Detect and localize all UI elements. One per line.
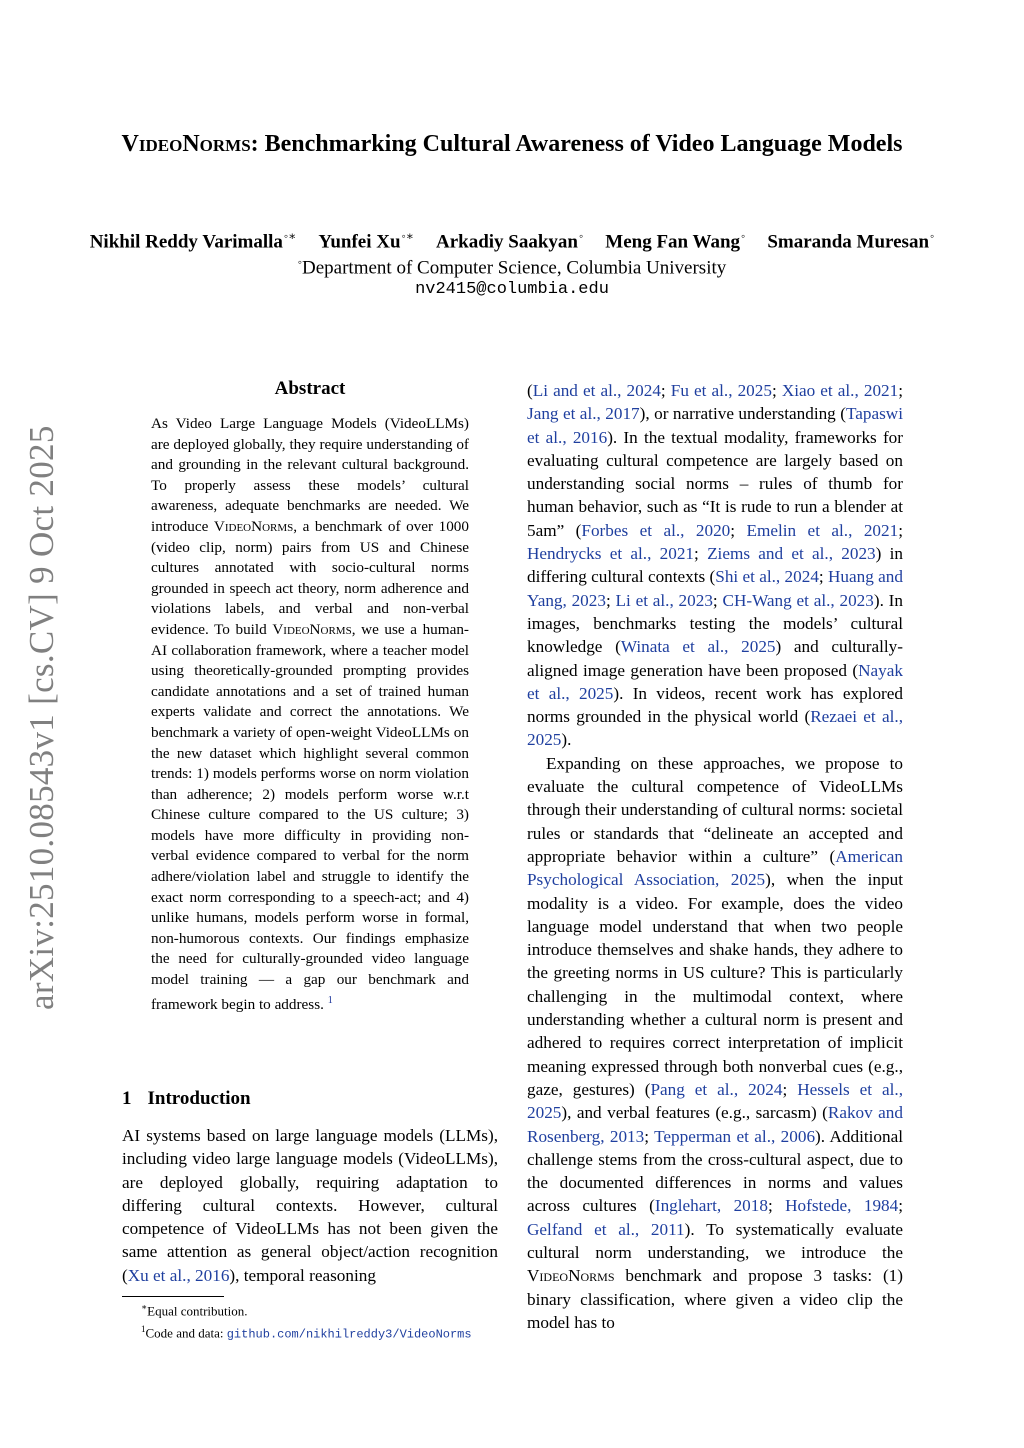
author-name: Nikhil Reddy Varimalla [89, 231, 283, 253]
author-name: Arkadiy Saakyan [435, 231, 578, 253]
affiliation-mark: ◦ [297, 255, 303, 269]
citation-link[interactable]: CH-Wang et al., 2023 [722, 590, 874, 610]
citation-link[interactable]: American Psychological Association, 2025 [527, 846, 903, 890]
body-text: ) and culturally-aligned image generation have been proposed ( [527, 637, 903, 680]
citation-link[interactable]: Gelfand et al., 2011 [527, 1219, 685, 1239]
author-mark: ◦ [741, 229, 746, 243]
body-text: ). [561, 730, 572, 750]
benchmark-name: VideoNorms [213, 517, 294, 535]
author-list [40, 229, 984, 253]
body-text: ), and verbal features (e.g., sarcasm) ( [561, 1103, 828, 1123]
abstract-text: , we use a human-AI collaboration framework, where a teacher model using theoretically-grounded prompting provides candidate annotations and a set of trained human experts validate and correct the annotations. We benchmark a variety of open-weight VideoLLMs on the new dataset which highlight several common trends: 1) models performs worse on norm violation than adherence; 2) models perform worse w.r.t Chinese culture compared to the US culture; 3) models have more difficulty in providing non-verbal evidence compared to verbal for the norm adhere/violation label and struggle to identify the exact norm corresponding to a speech-act; and 4) unlike humans, models perform worse in formal, non-humorous contexts. Our findings emphasize the need for culturally-grounded video language model training — a gap our benchmark and framework begin to address. [151, 620, 469, 1013]
citation-link[interactable]: Li and et al., 2024 [532, 381, 661, 400]
body-text: ), when the input modality is a video. For example, does the video language model understand that when two people introduce themselves and shake hands, they adhere to the greeting norms in US culture? This is particularly challenging in the multimodal context, where understanding whether a cultural norm is present and adhered to requires correct interpretation of implicit meaning expressed through both nonverbal cues (e.g., gaze, gestures) ( [527, 870, 903, 1099]
citation-link[interactable]: Jang et al., 2017 [527, 404, 640, 424]
body-text: ). To systematically evaluate cultural norm understanding, we introduce the [527, 1219, 903, 1262]
body-text: benchmark and propose 3 tasks: (1) binary classification, where given a video clip the model has to [527, 1266, 903, 1332]
author-mark: ◦∗ [283, 229, 297, 243]
title-rest: : Benchmarking Cultural Awareness of Video Language Models [250, 131, 903, 157]
author [436, 229, 583, 253]
citation-link[interactable]: Rakov and Rosenberg, 2013 [527, 1103, 903, 1146]
body-text: ). Additional challenge stems from the cross-cultural aspect, due to the documented differences in norms and values across cultures ( [527, 1126, 904, 1216]
footnotes [141, 1298, 511, 1345]
right-column [527, 379, 903, 1334]
body-text: Expanding on these approaches, we propose to evaluate the cultural competence of VideoLLMs through their understanding of cultural norms: societal rules or standards that “delineate an accepted and appropriate behavior within a culture” ( [527, 753, 903, 866]
body-text: ). In videos, recent work has explored norms grounded in the physical world ( [527, 683, 903, 727]
footnote-divider [122, 1296, 224, 1297]
author [90, 229, 297, 253]
citation-link[interactable]: Rezaei et al., 2025 [527, 707, 903, 750]
author [605, 229, 745, 253]
citation-link[interactable]: Forbes et al., 2020 [581, 520, 731, 540]
benchmark-name: VideoNorms [272, 620, 352, 638]
body-text: AI systems based on large language models (LLMs), including video large language models (VideoLLMs), are deployed globally, requiring adaptation to differing cultural contexts. However, cultural competence of VideoLLMs has not been given the same attention as general object/action recognition ( [122, 1126, 498, 1285]
body-text: ) in differing cultural contexts ( [527, 544, 904, 587]
section-title: Introduction [147, 1088, 251, 1109]
citation-link[interactable]: Pang et al., 2024 [650, 1079, 783, 1099]
citation-link[interactable]: Tapaswi et al., 2016 [527, 404, 903, 447]
section-heading-introduction [122, 1088, 251, 1110]
intro-paragraph-continued: (Li and et al., 2024; Fu et al., 2025; Xiao et al., 2021; Jang et al., 2017), or narrative understanding (Tapaswi et al., 2016). In the textual modality, frameworks for evaluating cultural competence are largely based on understanding social norms – rules of thumb for human behavior, such as “It is rude to run a blender at 5am” (Forbes et al., 2020; Emelin et al., 2021; Hendrycks et al., 2021; Ziems and et al., 2023) in differing cultural contexts (Shi et al., 2024; Huang and Yang, 2023; Li et al., 2023; CH-Wang et al., 2023). In images, benchmarks testing the models’ cultural knowledge (Winata et al., 2025) and culturally-aligned image generation have been proposed (Nayak et al., 2025). In videos, recent work has explored norms grounded in the physical world (Rezaei et al., 2025). [527, 381, 904, 750]
contact-email: nv2415@columbia.edu [415, 280, 609, 299]
author-mark: ◦ [579, 229, 584, 243]
citation-link[interactable]: Shi et al., 2024 [715, 567, 819, 587]
abstract-text: As Video Large Language Models (VideoLLMs) are deployed globally, they require understanding of and grounding in the relevant cultural background. To properly assess these models’ cultural awareness, adequate benchmarks are needed. We introduce [151, 415, 469, 535]
author-name: Meng Fan Wang [605, 231, 741, 253]
author-name: Yunfei Xu [318, 231, 401, 253]
arxiv-stamp: arXiv:2510.08543v1 [cs.CV] 9 Oct 2025 [22, 425, 61, 1010]
footnote-link[interactable]: 1 [327, 994, 333, 1006]
footnote-equal-contribution [141, 1298, 511, 1320]
author [318, 229, 414, 253]
benchmark-name: VideoNorms [527, 1266, 615, 1286]
paper-title [100, 131, 924, 158]
citation-link[interactable]: Inglehart, 2018 [654, 1196, 768, 1216]
citation-link[interactable]: Hendrycks et al., 2021 [527, 544, 695, 564]
abstract-text: , a benchmark of over 1000 (video clip, norm) pairs from US and Chinese cultures annotated with socio-cultural norms grounded in speech act theory, norm adherence and violations labels, and verbal and non-verbal evidence. To build [151, 517, 469, 638]
author-mark: ◦∗ [401, 229, 414, 243]
author [767, 229, 934, 253]
affiliation-text: Department of Computer Science, Columbia University [302, 257, 727, 279]
section-number: 1 [122, 1088, 132, 1109]
citation-link[interactable]: Xu et al., 2016 [127, 1265, 230, 1285]
citation-link[interactable]: Li et al., 2023 [615, 590, 713, 610]
author-mark: ◦ [930, 229, 935, 243]
body-text: ), or narrative understanding ( [639, 404, 846, 424]
title-benchmark-name: VideoNorms [121, 131, 251, 157]
citation-link[interactable]: Hessels et al., 2025 [527, 1079, 903, 1123]
intro-paragraph: Expanding on these approaches, we propose to evaluate the cultural competence of VideoLLMs through their understanding of cultural norms: societal rules or standards that “delineate an accepted and appropriate behavior within a culture” (American Psychological Association, 2025), when the input modality is a video. For example, does the video language model understand that when two people introduce themselves and shake hands, they adhere to the greeting norms in US culture? This is particularly challenging in the multimodal context, where understanding whether a cultural norm is present and adhered to requires correct interpretation of implicit meaning expressed through both nonverbal cues (e.g., gaze, gestures) (Pang et al., 2024; Hessels et al., 2025), and verbal features (e.g., sarcasm) (Rakov and Rosenberg, 2013; Tepperman et al., 2006). Additional challenge stems from the cross-cultural aspect, due to the documented differences in norms and values across cultures (Inglehart, 2018; Hofstede, 1984; Gelfand et al., 2011). To systematically evaluate cultural norm understanding, we introduce the VideoNorms benchmark and propose 3 tasks: (1) binary classification, where given a video clip the model has to [527, 753, 904, 1332]
citation-link[interactable]: Tepperman et al., 2006 [654, 1126, 816, 1146]
citation-link[interactable]: Huang and Yang, 2023 [527, 567, 903, 610]
footnote-text: Equal contribution. [147, 1303, 248, 1319]
introduction-paragraph [122, 1124, 498, 1287]
body-text: ). In the textual modality, frameworks for evaluating cultural competence are largely based on understanding social norms – rules of thumb for human behavior, such as “It is rude to run a blender at 5am” ( [527, 427, 903, 540]
citation-link[interactable]: Hofstede, 1984 [785, 1196, 899, 1216]
citation-link[interactable]: Fu et al., 2025 [670, 381, 772, 400]
footnote-mark: ∗ [141, 1302, 148, 1312]
footnote-mark: 1 [141, 1324, 146, 1335]
body-text: ), temporal reasoning [229, 1265, 376, 1285]
abstract-body [151, 414, 469, 1015]
body-text: ). In images, benchmarks testing the models’ cultural knowledge ( [527, 590, 903, 657]
abstract-heading: Abstract [274, 378, 346, 399]
repository-link[interactable]: github.com/nikhilreddy3/VideoNorms [226, 1327, 472, 1342]
author-name: Smaranda Muresan [767, 231, 930, 253]
citation-link[interactable]: Nayak et al., 2025 [527, 660, 903, 703]
citation-link[interactable]: Ziems and et al., 2023 [707, 544, 876, 564]
citation-link[interactable]: Emelin et al., 2021 [746, 520, 899, 540]
citation-link[interactable]: Xiao et al., 2021 [781, 381, 899, 400]
footnote-code-data [141, 1320, 511, 1344]
citation-link[interactable]: Winata et al., 2025 [620, 637, 776, 657]
footnote-text: Code and data: [145, 1325, 227, 1341]
affiliation [100, 255, 924, 279]
